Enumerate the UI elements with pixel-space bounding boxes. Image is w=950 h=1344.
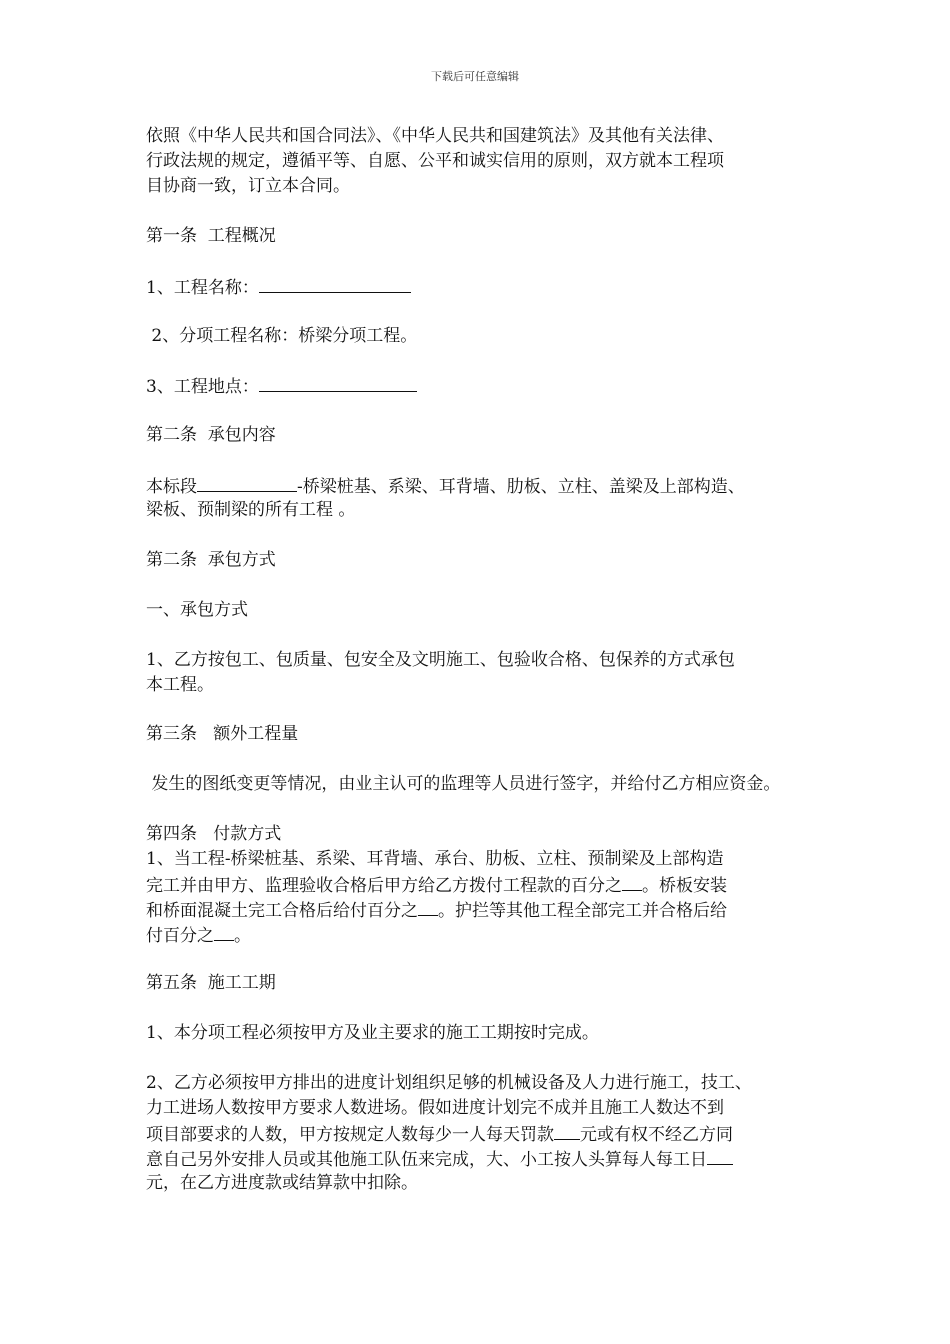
penalty-pre: 项目部要求的人数，甲方按规定人数每少一人每天罚款 [146,1125,554,1145]
schedule-item-2-line-4 [146,1146,826,1173]
article-2-title: 第二条 承包内容 [146,425,276,445]
payment-line-2-post: 。桥板安装 [642,876,727,896]
schedule-item-2-line-3 [146,1121,826,1148]
payment-percent-2-blank[interactable] [418,897,438,916]
intro-line-1: 依照《中华人民共和国合同法》、《中华人民共和国建筑法》及其他有关法律、 [146,126,724,146]
schedule-item-1: 1、本分项工程必须按甲方及业主要求的施工工期按时完成。 [146,1023,599,1043]
penalty-amount-blank[interactable] [554,1121,580,1140]
scope-line-1 [146,473,826,500]
payment-line-2-pre: 完工并由甲方、监理验收合格后甲方给乙方拨付工程款的百分之 [146,876,622,896]
schedule-item-2-line-2: 力工进场人数按甲方要求人数进场。假如进度计划完不成并且施工人数达不到 [146,1098,724,1118]
payment-line-3 [146,897,826,924]
page-header: 下载后可任意编辑 [431,70,519,83]
article-4-title: 第四条 付款方式 [146,824,282,844]
project-name-line [146,274,826,301]
section-blank[interactable] [197,473,297,492]
payment-percent-3-blank[interactable] [214,922,234,941]
daily-wage-pre: 意自己另外安排人员或其他施工队伍来完成，大、小工按人头算每人每工日 [146,1150,707,1170]
project-location-label: 3、工程地点： [146,377,259,397]
project-name-label: 1、工程名称： [146,278,259,298]
schedule-item-2-line-1: 2、乙方必须按甲方排出的进度计划组织足够的机械设备及人力进行施工，技工、 [146,1073,752,1093]
daily-wage-blank[interactable] [707,1146,733,1165]
sub-project-name-line: 2、分项工程名称：桥梁分项工程。 [146,326,418,346]
extra-work-line: 发生的图纸变更等情况，由业主认可的监理等人员进行签字，并给付乙方相应资金。 [146,774,781,794]
article-2b-title: 第二条 承包方式 [146,550,276,570]
payment-line-2 [146,872,826,899]
contract-mode-line-1: 1、乙方按包工、包质量、包安全及文明施工、包验收合格、包保养的方式承包 [146,650,735,670]
scope-prefix: 本标段 [146,477,197,497]
payment-percent-1-blank[interactable] [622,872,642,891]
project-location-blank[interactable] [259,373,417,392]
payment-line-1: 1、当工程-桥梁桩基、系梁、耳背墙、承台、肋板、立柱、预制梁及上部构造 [146,849,724,869]
contract-mode-subtitle: 一、承包方式 [146,600,248,620]
project-location-line [146,373,826,400]
payment-line-4-post: 。 [234,926,251,946]
article-1-title: 第一条 工程概况 [146,226,276,246]
project-name-blank[interactable] [259,274,411,293]
article-5-title: 第五条 施工工期 [146,973,276,993]
contract-mode-line-2: 本工程。 [146,675,214,695]
payment-line-4 [146,922,826,949]
intro-line-3: 目协商一致，订立本合同。 [146,176,350,196]
payment-line-4-pre: 付百分之 [146,926,214,946]
penalty-post: 元或有权不经乙方同 [580,1125,733,1145]
schedule-item-2-line-5: 元，在乙方进度款或结算款中扣除。 [146,1173,418,1193]
intro-line-2: 行政法规的规定，遵循平等、自愿、公平和诚实信用的原则，双方就本工程项 [146,151,724,171]
scope-line-2: 梁板、预制梁的所有工程 。 [146,500,356,520]
payment-line-3-pre: 和桥面混凝土完工合格后给付百分之 [146,901,418,921]
article-3-title: 第三条 额外工程量 [146,724,299,744]
payment-line-3-post: 。护拦等其他工程全部完工并合格后给 [438,901,727,921]
scope-items: -桥梁桩基、系梁、耳背墙、肋板、立柱、盖梁及上部构造、 [297,477,745,497]
